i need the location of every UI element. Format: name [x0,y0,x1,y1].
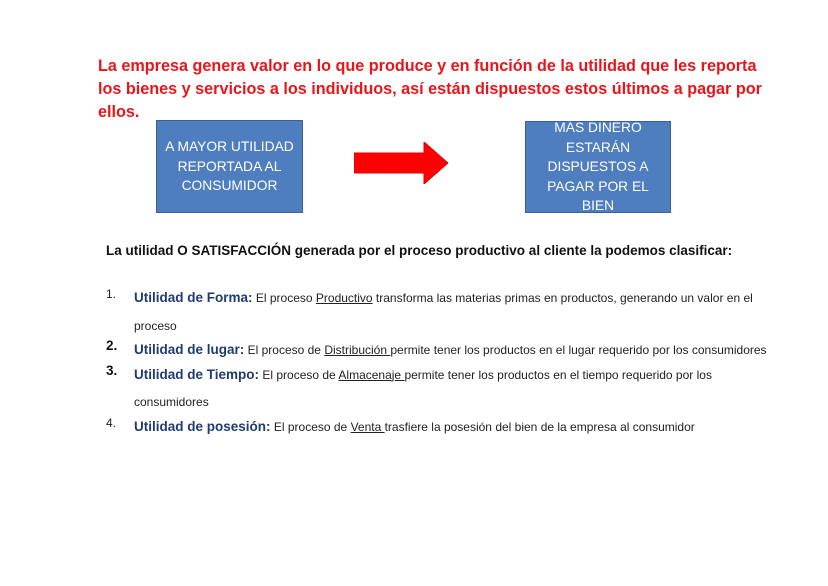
item-number: 2. [106,338,118,353]
item-term: Utilidad de Forma: [134,290,253,305]
item-pre: El proceso de [259,367,339,382]
item-text [134,361,786,417]
item-number: 4. [106,415,117,430]
item-pre: El proceso [252,291,316,305]
item-term: Utilidad de lugar: [134,342,245,357]
list-item [106,361,786,417]
money-box [525,121,671,213]
list-item [106,284,786,340]
right-arrow-icon [354,142,448,184]
item-pre: El proceso de [270,419,351,434]
item-process: Venta [350,419,385,434]
utility-list [106,288,786,441]
utility-box-label: A MAYOR UTILIDAD REPORTADA AL CONSUMIDOR [165,139,294,194]
item-pre: El proceso de [244,343,325,357]
item-process: Productivo [315,291,373,305]
item-process: Almacenaje [338,367,405,382]
item-term: Utilidad de Tiempo: [134,366,260,382]
item-text [134,413,786,442]
item-post: transforma las materias primas en productos, generando un valor en el proceso [134,291,753,333]
money-box-label: MÁS DINERO ESTARÁN DISPUESTOS A PAGAR POR EL BIEN [547,120,649,214]
headline: La empresa genera valor en lo que produce y en función de la utilidad que les reporta los bienes y servicios a los individuos, así están dispuestos estos últimos a pagar por ellos. [98,57,762,121]
utility-box [156,120,303,213]
item-post: permite tener los productos en el lugar requerido por los consumidores [390,343,767,357]
item-number: 1. [106,287,117,301]
subheading: La utilidad O SATISFACCIÓN generada por el proceso productivo al cliente la podemos clasificar: [106,243,733,258]
item-text [134,284,786,340]
item-number: 3. [106,362,118,378]
item-process: Distribución [324,343,391,357]
item-post: trasfiere la posesión del bien de la empresa al consumidor [384,419,695,434]
item-post: permite tener los productos en el tiempo requerido por los consumidores [134,367,712,409]
item-term: Utilidad de posesión: [134,418,271,434]
list-item [106,413,786,442]
